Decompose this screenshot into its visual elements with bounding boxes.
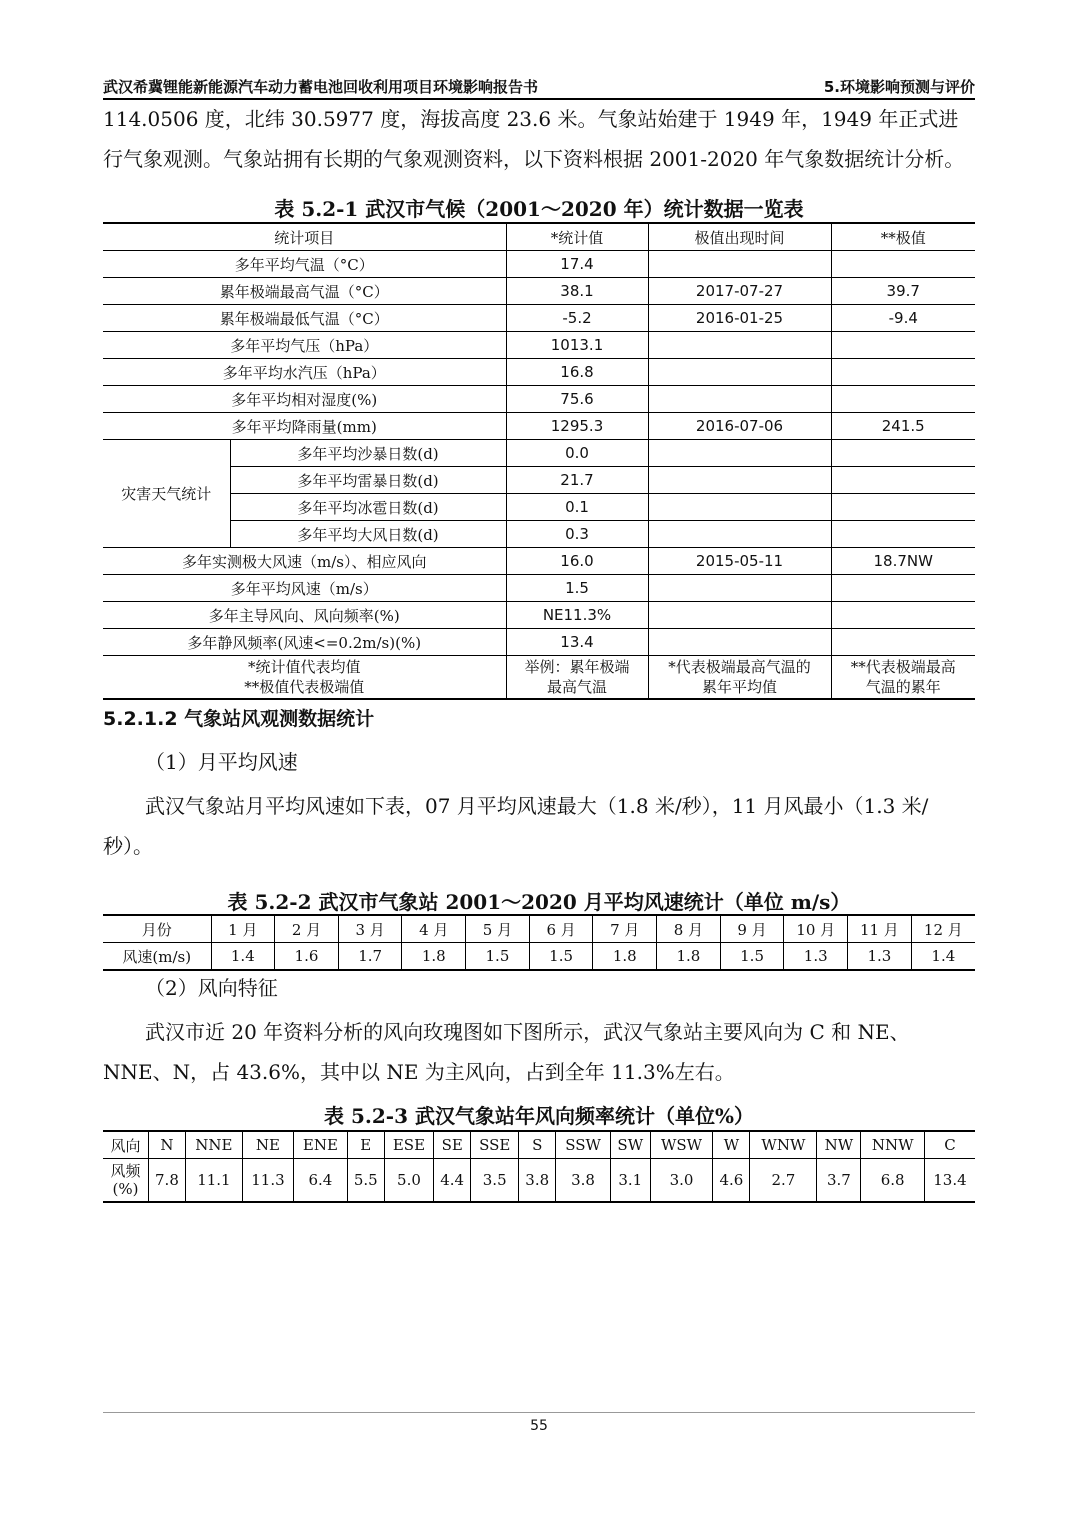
extreme-value [831, 575, 975, 602]
row-header: 风速(m/s) [103, 943, 211, 971]
stat-item: 多年平均风速（m/s） [103, 575, 506, 602]
table-row [103, 602, 975, 629]
direction-cell: S [519, 1131, 556, 1159]
monthly-wind-paragraph: 武汉气象站月平均风速如下表，07 月平均风速最大（1.8 米/秒），11 月风最小（1.3 米/秒）。 [103, 794, 929, 858]
direction-cell: NW [817, 1131, 861, 1159]
table1-caption: 表 5.2-1 武汉市气候（2001～2020 年）统计数据一览表 [274, 197, 804, 221]
row-header [103, 1159, 148, 1203]
table-row [103, 656, 975, 700]
stat-value: 16.0 [506, 548, 648, 575]
extreme-time [648, 602, 831, 629]
table-row [103, 629, 975, 656]
month-cell: 2 月 [275, 915, 339, 943]
table-row [103, 1159, 975, 1203]
stat-value: 13.4 [506, 629, 648, 656]
table-row [103, 278, 975, 305]
extreme-time [648, 332, 831, 359]
note-line: 最高气温 [546, 678, 607, 696]
extreme-value: 39.7 [831, 278, 975, 305]
speed-cell: 1.8 [593, 943, 657, 971]
table2-caption: 表 5.2-2 武汉市气象站 2001～2020 月平均风速统计（单位 m/s） [227, 890, 851, 914]
table-note [506, 656, 648, 700]
speed-cell: 1.3 [784, 943, 848, 971]
stat-value: 75.6 [506, 386, 648, 413]
extreme-time: 2017-07-27 [648, 278, 831, 305]
column-header: 统计项目 [103, 223, 506, 251]
extreme-time: 2016-01-25 [648, 305, 831, 332]
stat-item: 累年极端最低气温（°C） [103, 305, 506, 332]
table-row [103, 943, 975, 971]
stat-value: -5.2 [506, 305, 648, 332]
table-row [103, 223, 975, 251]
stat-item: 多年平均沙暴日数(d) [230, 440, 506, 467]
speed-cell: 1.5 [529, 943, 593, 971]
table-note [831, 656, 975, 700]
subheading-wind-direction: （2）风向特征 [145, 976, 278, 1000]
direction-cell: NE [242, 1131, 293, 1159]
direction-cell: SE [434, 1131, 471, 1159]
extreme-value [831, 386, 975, 413]
direction-cell: W [713, 1131, 750, 1159]
extreme-value: 241.5 [831, 413, 975, 440]
direction-cell: SW [610, 1131, 650, 1159]
table-row [103, 575, 975, 602]
extreme-value [831, 494, 975, 521]
table-row [103, 386, 975, 413]
direction-cell: SSW [556, 1131, 611, 1159]
extreme-value: 18.7NW [831, 548, 975, 575]
frequency-cell: 3.8 [519, 1159, 556, 1203]
extreme-time [648, 494, 831, 521]
frequency-cell: 3.1 [610, 1159, 650, 1203]
header-chapter: 5.环境影响预测与评价 [823, 78, 975, 96]
extreme-time [648, 521, 831, 548]
stat-value: 1013.1 [506, 332, 648, 359]
table-row [103, 1131, 975, 1159]
frequency-cell: 13.4 [924, 1159, 975, 1203]
extreme-time [648, 575, 831, 602]
frequency-cell: 6.4 [294, 1159, 348, 1203]
frequency-cell: 4.4 [434, 1159, 471, 1203]
direction-cell: N [148, 1131, 185, 1159]
footer-rule [103, 1412, 975, 1413]
table-row [103, 467, 975, 494]
speed-cell: 1.7 [338, 943, 402, 971]
table-row [103, 440, 975, 467]
intro-paragraph: 114.0506 度，北纬 30.5977 度，海拔高度 23.6 米。气象站始建于 1949 年，1949 年正式进行气象观测。气象站拥有长期的气象观测资料，以下资料根据 2001-2020 年气象数据统计分析。 [103, 107, 965, 171]
extreme-value: -9.4 [831, 305, 975, 332]
stat-value: 0.1 [506, 494, 648, 521]
note-line: *代表极端最高气温的 [668, 658, 811, 676]
month-cell: 7 月 [593, 915, 657, 943]
speed-cell: 1.6 [275, 943, 339, 971]
extreme-value [831, 629, 975, 656]
stat-item: 多年主导风向、风向频率(%) [103, 602, 506, 629]
speed-cell: 1.4 [911, 943, 975, 971]
frequency-cell: 3.8 [556, 1159, 611, 1203]
speed-cell: 1.8 [657, 943, 721, 971]
row-header: 月份 [103, 915, 211, 943]
note-line: *统计值代表均值 [247, 658, 361, 676]
stat-value: 1.5 [506, 575, 648, 602]
speed-cell: 1.5 [720, 943, 784, 971]
frequency-cell: 3.5 [471, 1159, 519, 1203]
extreme-value [831, 332, 975, 359]
direction-cell: WSW [650, 1131, 713, 1159]
month-cell: 8 月 [657, 915, 721, 943]
stat-item: 多年平均降雨量(mm) [103, 413, 506, 440]
month-cell: 10 月 [784, 915, 848, 943]
extreme-value [831, 359, 975, 386]
extreme-value [831, 467, 975, 494]
stat-value: 16.8 [506, 359, 648, 386]
direction-cell: SSE [471, 1131, 519, 1159]
direction-cell: NNW [861, 1131, 925, 1159]
frequency-cell: 3.7 [817, 1159, 861, 1203]
note-line: **代表极端最高 [850, 658, 956, 676]
climate-stats-table [103, 222, 975, 700]
table-row [103, 521, 975, 548]
table-row [103, 251, 975, 278]
group-label: 灾害天气统计 [103, 440, 230, 548]
stat-item: 多年平均气温（°C） [103, 251, 506, 278]
speed-cell: 1.5 [466, 943, 530, 971]
stat-item: 多年实测极大风速（m/s）、相应风向 [103, 548, 506, 575]
row-header-line: (%) [112, 1180, 139, 1198]
column-header: **极值 [831, 223, 975, 251]
extreme-time: 2016-07-06 [648, 413, 831, 440]
stat-value: NE11.3% [506, 602, 648, 629]
stat-item: 多年平均水汽压（hPa） [103, 359, 506, 386]
table-note [648, 656, 831, 700]
table-row [103, 548, 975, 575]
table-note [103, 656, 506, 700]
extreme-value [831, 602, 975, 629]
month-cell: 11 月 [848, 915, 912, 943]
frequency-cell: 2.7 [750, 1159, 817, 1203]
extreme-time [648, 440, 831, 467]
month-cell: 6 月 [529, 915, 593, 943]
table-row [103, 413, 975, 440]
speed-cell: 1.8 [402, 943, 466, 971]
row-header: 风向 [103, 1131, 148, 1159]
month-cell: 4 月 [402, 915, 466, 943]
column-header: 极值出现时间 [648, 223, 831, 251]
frequency-cell: 7.8 [148, 1159, 185, 1203]
table-row [103, 494, 975, 521]
month-cell: 1 月 [211, 915, 275, 943]
note-line: **极值代表极端值 [244, 678, 365, 696]
stat-value: 38.1 [506, 278, 648, 305]
extreme-time [648, 386, 831, 413]
extreme-time [648, 359, 831, 386]
month-cell: 12 月 [911, 915, 975, 943]
direction-cell: ENE [294, 1131, 348, 1159]
page-number: 55 [530, 1418, 548, 1434]
stat-value: 0.3 [506, 521, 648, 548]
subheading-monthly-wind: （1）月平均风速 [145, 750, 298, 774]
stat-item: 多年平均相对湿度(%) [103, 386, 506, 413]
stat-item: 多年静风频率(风速<=0.2m/s)(%) [103, 629, 506, 656]
extreme-value [831, 440, 975, 467]
section-heading: 5.2.1.2 气象站风观测数据统计 [103, 708, 375, 730]
frequency-cell: 5.0 [384, 1159, 433, 1203]
direction-cell: NNE [185, 1131, 242, 1159]
month-cell: 9 月 [720, 915, 784, 943]
wind-frequency-table [103, 1130, 975, 1203]
frequency-cell: 3.0 [650, 1159, 713, 1203]
stat-item: 多年平均雷暴日数(d) [230, 467, 506, 494]
speed-cell: 1.3 [848, 943, 912, 971]
frequency-cell: 11.1 [185, 1159, 242, 1203]
speed-cell: 1.4 [211, 943, 275, 971]
frequency-cell: 11.3 [242, 1159, 293, 1203]
extreme-time: 2015-05-11 [648, 548, 831, 575]
note-line: 累年平均值 [701, 678, 777, 696]
monthly-wind-table [103, 914, 975, 971]
extreme-time [648, 467, 831, 494]
frequency-cell: 6.8 [861, 1159, 925, 1203]
note-line: 举例：累年极端 [524, 658, 630, 676]
header-title: 武汉希冀锂能新能源汽车动力蓄电池回收利用项目环境影响报告书 [103, 78, 539, 96]
extreme-value [831, 521, 975, 548]
direction-cell: E [347, 1131, 384, 1159]
stat-value: 21.7 [506, 467, 648, 494]
extreme-value [831, 251, 975, 278]
note-line: 气温的累年 [865, 678, 941, 696]
row-header-line: 风频 [110, 1162, 141, 1180]
stat-item: 累年极端最高气温（°C） [103, 278, 506, 305]
column-header: *统计值 [506, 223, 648, 251]
extreme-time [648, 251, 831, 278]
frequency-cell: 5.5 [347, 1159, 384, 1203]
stat-value: 0.0 [506, 440, 648, 467]
table-row [103, 915, 975, 943]
month-cell: 3 月 [338, 915, 402, 943]
stat-item: 多年平均气压（hPa） [103, 332, 506, 359]
table-row [103, 305, 975, 332]
month-cell: 5 月 [466, 915, 530, 943]
frequency-cell: 4.6 [713, 1159, 750, 1203]
wind-direction-paragraph: 武汉市近 20 年资料分析的风向玫瑰图如下图所示，武汉气象站主要风向为 C 和 NE、NNE、N，占 43.6%，其中以 NE 为主风向，占到全年 11.3%左右。 [103, 1020, 910, 1084]
direction-cell: C [924, 1131, 975, 1159]
stat-value: 1295.3 [506, 413, 648, 440]
table-row [103, 332, 975, 359]
table3-caption: 表 5.2-3 武汉气象站年风向频率统计（单位%） [324, 1104, 754, 1128]
stat-item: 多年平均大风日数(d) [230, 521, 506, 548]
direction-cell: ESE [384, 1131, 433, 1159]
page-header [103, 76, 975, 100]
stat-value: 17.4 [506, 251, 648, 278]
direction-cell: WNW [750, 1131, 817, 1159]
extreme-time [648, 629, 831, 656]
table-row [103, 359, 975, 386]
stat-item: 多年平均冰雹日数(d) [230, 494, 506, 521]
